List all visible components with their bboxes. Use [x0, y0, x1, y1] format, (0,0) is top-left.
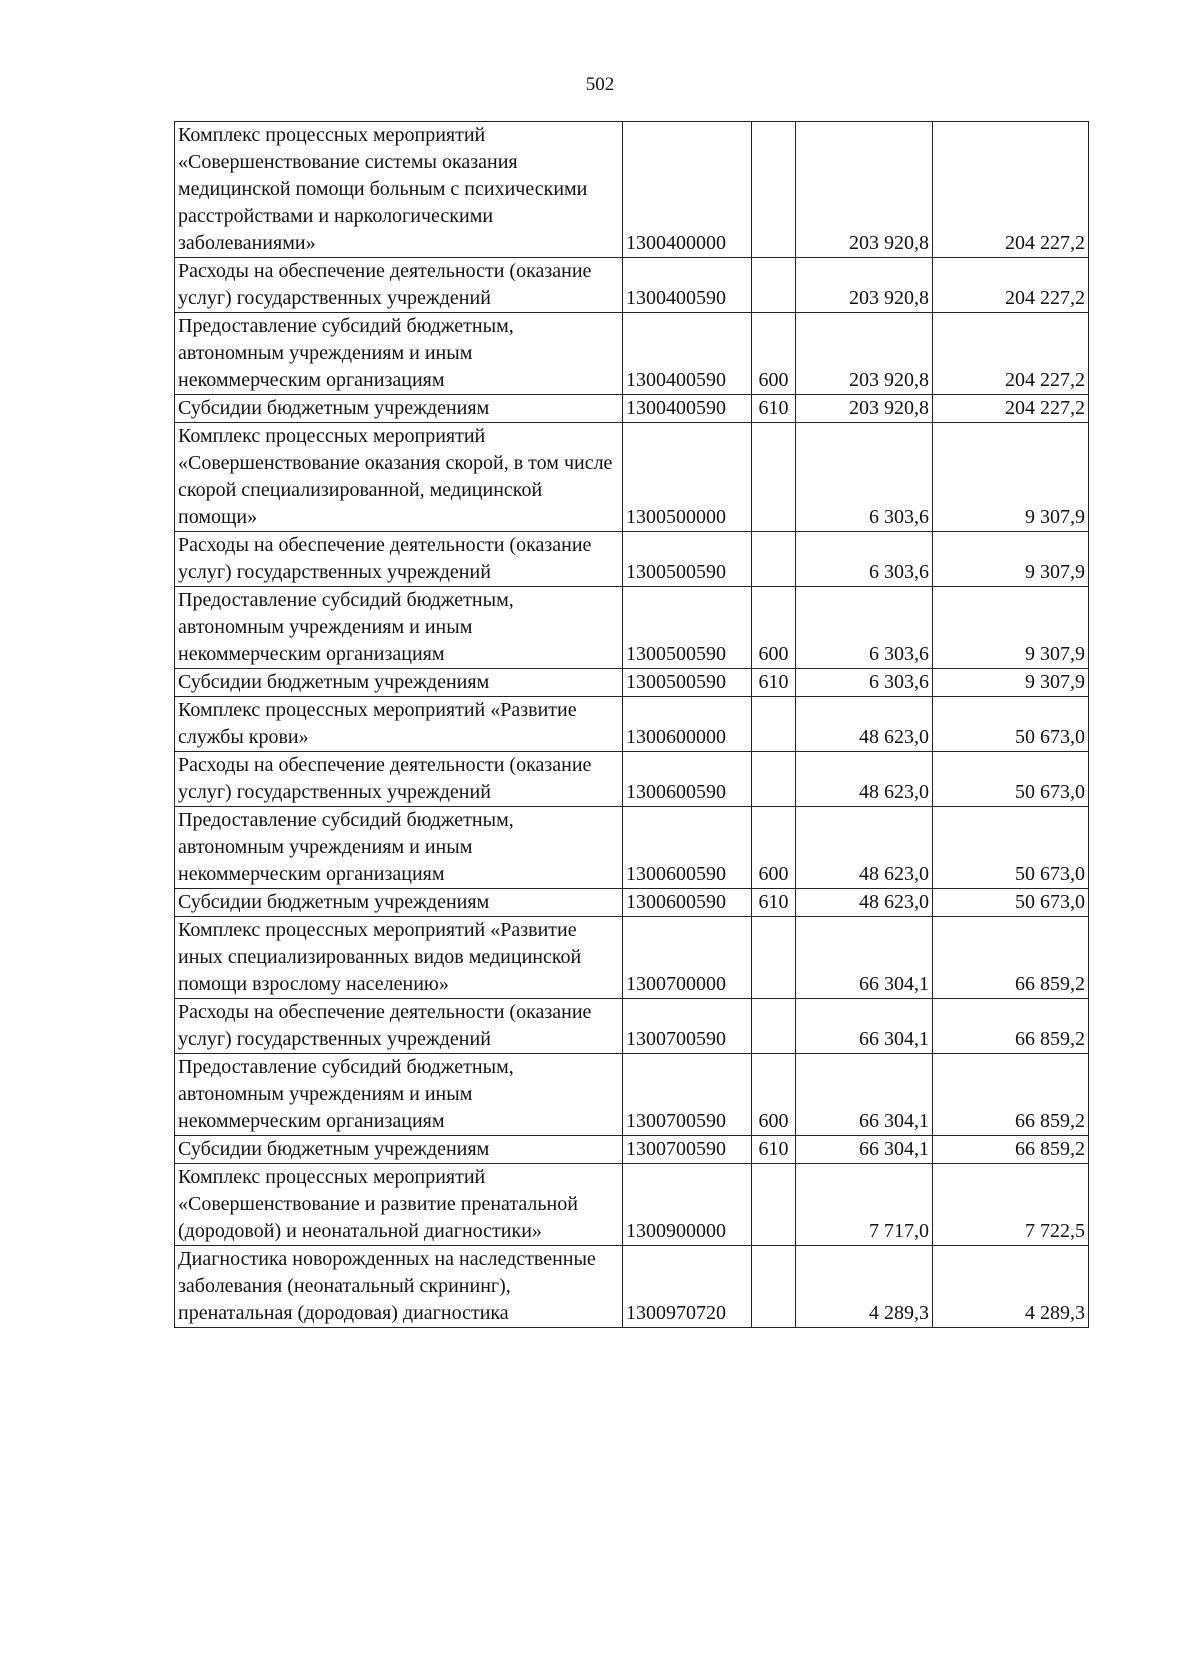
table-row [175, 697, 1089, 752]
row-name-cell: Субсидии бюджетным учреждениям [175, 395, 623, 423]
expense-type-cell: 610 [752, 1136, 796, 1164]
table-row [175, 395, 1089, 423]
target-code-cell: 1300900000 [623, 1164, 752, 1246]
row-name-cell: Предоставление субсидий бюджетным, автономным учреждениям и иным некоммерческим организациям [175, 313, 623, 395]
year1-amount-cell: 6 303,6 [796, 587, 933, 669]
expense-type-cell [752, 1246, 796, 1328]
row-name-cell: Предоставление субсидий бюджетным, автономным учреждениям и иным некоммерческим организациям [175, 807, 623, 889]
year1-amount-cell: 4 289,3 [796, 1246, 933, 1328]
target-code-cell: 1300600590 [623, 752, 752, 807]
target-code-cell: 1300600590 [623, 889, 752, 917]
row-name-cell: Расходы на обеспечение деятельности (оказание услуг) государственных учреждений [175, 999, 623, 1054]
target-code-cell: 1300400590 [623, 258, 752, 313]
row-name-cell: Субсидии бюджетным учреждениям [175, 889, 623, 917]
target-code-cell: 1300600590 [623, 807, 752, 889]
expense-type-cell: 600 [752, 313, 796, 395]
year1-amount-cell: 66 304,1 [796, 1136, 933, 1164]
table-row [175, 669, 1089, 697]
page-number: 502 [585, 74, 615, 95]
table-row [175, 999, 1089, 1054]
year1-amount-cell: 48 623,0 [796, 752, 933, 807]
year1-amount-cell: 7 717,0 [796, 1164, 933, 1246]
table-row [175, 313, 1089, 395]
year1-amount-cell: 48 623,0 [796, 889, 933, 917]
table-row [175, 532, 1089, 587]
target-code-cell: 1300970720 [623, 1246, 752, 1328]
target-code-cell: 1300500590 [623, 669, 752, 697]
row-name-cell: Расходы на обеспечение деятельности (оказание услуг) государственных учреждений [175, 258, 623, 313]
target-code-cell: 1300400000 [623, 122, 752, 258]
table-row [175, 258, 1089, 313]
expense-type-cell [752, 697, 796, 752]
expense-type-cell [752, 1164, 796, 1246]
target-code-cell: 1300400590 [623, 313, 752, 395]
year1-amount-cell: 48 623,0 [796, 697, 933, 752]
year2-amount-cell: 9 307,9 [933, 587, 1089, 669]
row-name-cell: Комплекс процессных мероприятий «Совершенствование и развитие пренатальной (дородовой) и неонатальной диагностики» [175, 1164, 623, 1246]
expense-type-cell: 600 [752, 807, 796, 889]
target-code-cell: 1300600000 [623, 697, 752, 752]
row-name-cell: Диагностика новорожденных на наследственные заболевания (неонатальный скрининг), пренатальная (дородовая) диагностика [175, 1246, 623, 1328]
year2-amount-cell: 204 227,2 [933, 258, 1089, 313]
expense-type-cell [752, 122, 796, 258]
year1-amount-cell: 203 920,8 [796, 258, 933, 313]
year2-amount-cell: 50 673,0 [933, 889, 1089, 917]
expense-type-cell [752, 752, 796, 807]
year2-amount-cell: 204 227,2 [933, 313, 1089, 395]
expense-type-cell [752, 532, 796, 587]
year1-amount-cell: 6 303,6 [796, 669, 933, 697]
expense-type-cell: 610 [752, 395, 796, 423]
table-row [175, 1054, 1089, 1136]
target-code-cell: 1300500000 [623, 423, 752, 532]
year1-amount-cell: 203 920,8 [796, 122, 933, 258]
year2-amount-cell: 50 673,0 [933, 752, 1089, 807]
year2-amount-cell: 66 859,2 [933, 1136, 1089, 1164]
year2-amount-cell: 50 673,0 [933, 807, 1089, 889]
target-code-cell: 1300700590 [623, 1054, 752, 1136]
row-name-cell: Предоставление субсидий бюджетным, автономным учреждениям и иным некоммерческим организациям [175, 1054, 623, 1136]
table-row [175, 752, 1089, 807]
year1-amount-cell: 203 920,8 [796, 313, 933, 395]
row-name-cell: Комплекс процессных мероприятий «Совершенствование оказания скорой, в том числе скорой специализированной, медицинской помощи» [175, 423, 623, 532]
year1-amount-cell: 66 304,1 [796, 917, 933, 999]
expense-type-cell [752, 999, 796, 1054]
expense-type-cell: 610 [752, 669, 796, 697]
year2-amount-cell: 204 227,2 [933, 122, 1089, 258]
row-name-cell: Комплекс процессных мероприятий «Развитие службы крови» [175, 697, 623, 752]
year2-amount-cell: 66 859,2 [933, 999, 1089, 1054]
budget-table [174, 121, 1089, 1328]
year2-amount-cell: 66 859,2 [933, 917, 1089, 999]
target-code-cell: 1300700000 [623, 917, 752, 999]
target-code-cell: 1300500590 [623, 587, 752, 669]
table-row [175, 1136, 1089, 1164]
year2-amount-cell: 7 722,5 [933, 1164, 1089, 1246]
year2-amount-cell: 9 307,9 [933, 423, 1089, 532]
year1-amount-cell: 48 623,0 [796, 807, 933, 889]
table-row [175, 807, 1089, 889]
year2-amount-cell: 9 307,9 [933, 669, 1089, 697]
row-name-cell: Субсидии бюджетным учреждениям [175, 1136, 623, 1164]
table-row [175, 889, 1089, 917]
row-name-cell: Субсидии бюджетным учреждениям [175, 669, 623, 697]
table-row [175, 587, 1089, 669]
expense-type-cell: 610 [752, 889, 796, 917]
target-code-cell: 1300500590 [623, 532, 752, 587]
row-name-cell: Комплекс процессных мероприятий «Развитие иных специализированных видов медицинской помощи взрослому населению» [175, 917, 623, 999]
table-row [175, 122, 1089, 258]
target-code-cell: 1300400590 [623, 395, 752, 423]
year1-amount-cell: 66 304,1 [796, 999, 933, 1054]
year2-amount-cell: 66 859,2 [933, 1054, 1089, 1136]
expense-type-cell [752, 917, 796, 999]
year2-amount-cell: 4 289,3 [933, 1246, 1089, 1328]
year1-amount-cell: 6 303,6 [796, 423, 933, 532]
year1-amount-cell: 203 920,8 [796, 395, 933, 423]
year1-amount-cell: 6 303,6 [796, 532, 933, 587]
expense-type-cell [752, 423, 796, 532]
table-row [175, 1164, 1089, 1246]
expense-type-cell: 600 [752, 1054, 796, 1136]
target-code-cell: 1300700590 [623, 1136, 752, 1164]
row-name-cell: Комплекс процессных мероприятий «Совершенствование системы оказания медицинской помощи больным с психическими расстройствами и наркологическими заболеваниями» [175, 122, 623, 258]
target-code-cell: 1300700590 [623, 999, 752, 1054]
year2-amount-cell: 9 307,9 [933, 532, 1089, 587]
year2-amount-cell: 50 673,0 [933, 697, 1089, 752]
table-row [175, 423, 1089, 532]
row-name-cell: Расходы на обеспечение деятельности (оказание услуг) государственных учреждений [175, 752, 623, 807]
expense-type-cell [752, 258, 796, 313]
table-row [175, 1246, 1089, 1328]
year2-amount-cell: 204 227,2 [933, 395, 1089, 423]
expense-type-cell: 600 [752, 587, 796, 669]
year1-amount-cell: 66 304,1 [796, 1054, 933, 1136]
budget-table-body [175, 122, 1089, 1328]
row-name-cell: Предоставление субсидий бюджетным, автономным учреждениям и иным некоммерческим организациям [175, 587, 623, 669]
row-name-cell: Расходы на обеспечение деятельности (оказание услуг) государственных учреждений [175, 532, 623, 587]
table-row [175, 917, 1089, 999]
